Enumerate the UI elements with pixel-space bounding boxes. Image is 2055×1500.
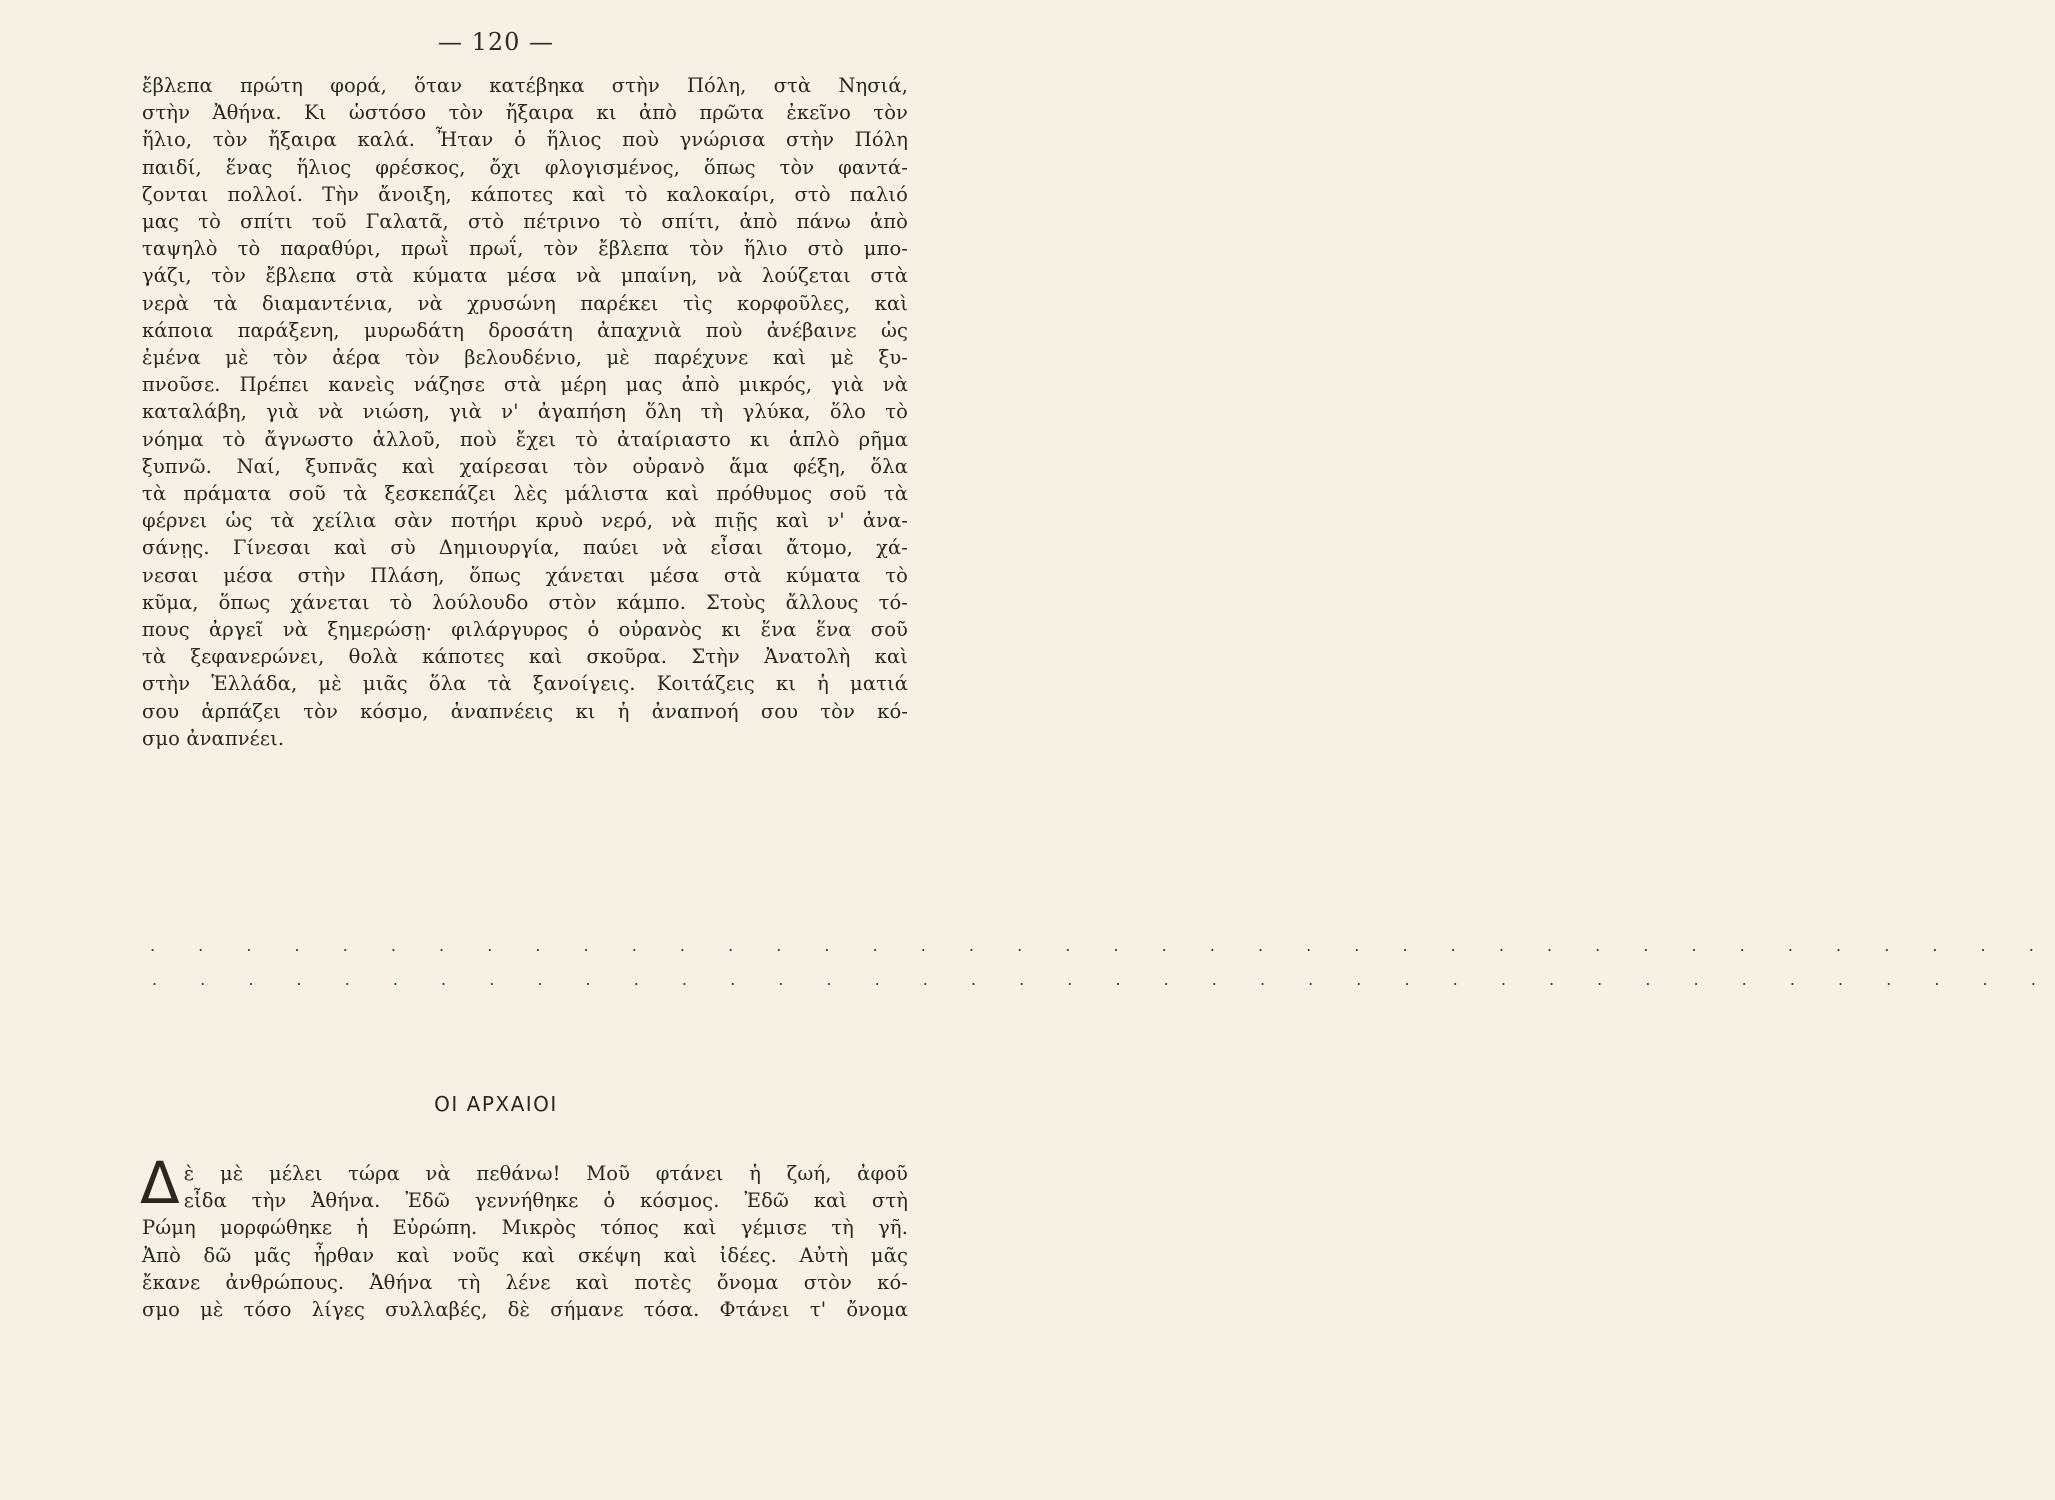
- ellipsis-separator: . . . . . . . . . . . . . . . . . . . . . . . . . . . . . . . . . . . . . . . .: [150, 936, 2053, 955]
- text-line: ἐμένα μὲ τὸν ἀέρα τὸν βελουδένιο, μὲ παρέχυνε καὶ μὲ ξυ-: [142, 346, 908, 370]
- ellipsis-separator: . . . . . . . . . . . . . . . . . . . . . . . . . . . . . . . . . . . . . . . .: [152, 970, 2055, 989]
- text-line: πνοῦσε. Πρέπει κανεὶς νάζησε στὰ μέρη μας ἀπὸ μικρός, γιὰ νὰ: [142, 373, 908, 397]
- text-line: κῦμα, ὅπως χάνεται τὸ λούλουδο στὸν κάμπο. Στοὺς ἄλλους τό-: [142, 590, 908, 614]
- text-line: τὰ ξεφανερώνει, θολὰ κάποτες καὶ σκοῦρα. Στὴν Ἀνατολὴ καὶ: [142, 645, 908, 669]
- text-line: ὲ μὲ μέλει τώρα νὰ πεθάνω! Μοῦ φτάνει ἡ ζωή, ἀφοῦ: [183, 1162, 908, 1185]
- text-line: σάνῃς. Γίνεσαι καὶ σὺ Δημιουργία, παύει νὰ εἶσαι ἄτομο, χά-: [142, 536, 908, 560]
- text-line: καταλάβη, γιὰ νὰ νιώση, γιὰ ν' ἀγαπήση ὅλη τὴ γλύκα, ὅλο τὸ: [142, 400, 908, 424]
- text-line: ταψηλὸ τὸ παραθύρι, πρωῒ πρωΐ, τὸν ἔβλεπα τὸν ἥλιο στὸ μπο-: [142, 237, 908, 261]
- text-line: στὴν Ἀθήνα. Κι ὡστόσο τὸν ἤξαιρα κι ἀπὸ πρῶτα ἐκεῖνο τὸν: [142, 101, 908, 125]
- drop-cap: Δ: [140, 1149, 180, 1217]
- text-line: νεσαι μέσα στὴν Πλάση, ὅπως χάνεται μέσα στὰ κύματα τὸ: [142, 563, 908, 587]
- text-line: παιδί, ἕνας ἥλιος φρέσκος, ὄχι φλογισμένος, ὅπως τὸν φαντά-: [142, 155, 908, 179]
- text-line: ζονται πολλοί. Τὴν ἄνοιξη, κάποτες καὶ τὸ καλοκαίρι, στὸ παλιό: [142, 182, 908, 206]
- section-title: ΟΙ ΑΡΧΑΙΟΙ: [434, 1092, 558, 1116]
- text-line: σμο μὲ τόσο λίγες συλλαβές, δὲ σήμανε τόσα. Φτάνει τ' ὄνομα: [142, 1298, 908, 1322]
- text-line: ξυπνῶ. Ναί, ξυπνᾶς καὶ χαίρεσαι τὸν οὐρανὸ ἅμα φέξη, ὅλα: [142, 454, 908, 478]
- text-line: ἥλιο, τὸν ἤξαιρα καλά. Ἦταν ὁ ἥλιος ποὺ γνώρισα στὴν Πόλη: [142, 128, 908, 152]
- text-line: φέρνει ὡς τὰ χείλια σὰν ποτήρι κρυὸ νερό, νὰ πιῇς καὶ ν' ἀνα-: [142, 509, 908, 533]
- text-line: σμο ἀναπνέει.: [142, 726, 285, 750]
- text-line: εἶδα τὴν Ἀθήνα. Ἐδῶ γεννήθηκε ὁ κόσμος. Ἐδῶ καὶ στὴ: [183, 1189, 908, 1213]
- text-line: σου ἁρπάζει τὸν κόσμο, ἀναπνέεις κι ἡ ἀναπνοή σου τὸν κό-: [142, 699, 908, 723]
- page-number: — 120 —: [437, 28, 555, 56]
- text-line: νόημα τὸ ἄγνωστο ἀλλοῦ, ποὺ ἔχει τὸ ἀταίριαστο κι ἁπλὸ ρῆμα: [142, 427, 908, 451]
- upper-paragraph: [142, 72, 908, 752]
- lower-paragraph: [140, 1149, 908, 1323]
- text-line: ἔκανε ἀνθρώπους. Ἀθήνα τὴ λένε καὶ ποτὲς ὄνομα στὸν κό-: [142, 1270, 908, 1294]
- text-line: νερὰ τὰ διαμαντένια, νὰ χρυσώνη παρέκει τὶς κορφοῦλες, καὶ: [142, 291, 908, 315]
- text-line: μας τὸ σπίτι τοῦ Γαλατᾶ, στὸ πέτρινο τὸ σπίτι, ἀπὸ πάνω ἀπὸ: [142, 210, 908, 234]
- text-line: γάζι, τὸν ἔβλεπα στὰ κύματα μέσα νὰ μπαίνη, νὰ λούζεται στὰ: [142, 264, 908, 288]
- text-line: τὰ πράματα σοῦ τὰ ξεσκεπάζει λὲς μάλιστα καὶ πρόθυμος σοῦ τὰ: [142, 482, 908, 506]
- text-line: ἔβλεπα πρώτη φορά, ὅταν κατέβηκα στὴν Πόλη, στὰ Νησιά,: [142, 74, 908, 97]
- text-line: στὴν Ἑλλάδα, μὲ μιᾶς ὅλα τὰ ξανοίγεις. Κοιτάζεις κι ἡ ματιά: [142, 672, 908, 696]
- text-line: Ἀπὸ δῶ μᾶς ἦρθαν καὶ νοῦς καὶ σκέψη καὶ ἰδέες. Αὐτὴ μᾶς: [142, 1243, 908, 1267]
- text-line: κάποια παράξενη, μυρωδάτη δροσάτη ἀπαχνιὰ ποὺ ἀνέβαινε ὡς: [142, 318, 908, 342]
- text-line: πους ἀργεῖ νὰ ξημερώσῃ· φιλάργυρος ὁ οὐρανὸς κι ἕνα ἕνα σοῦ: [142, 618, 908, 642]
- text-line: Ρώμη μορφώθηκε ἡ Εὐρώπη. Μικρὸς τόπος καὶ γέμισε τὴ γῆ.: [142, 1216, 908, 1240]
